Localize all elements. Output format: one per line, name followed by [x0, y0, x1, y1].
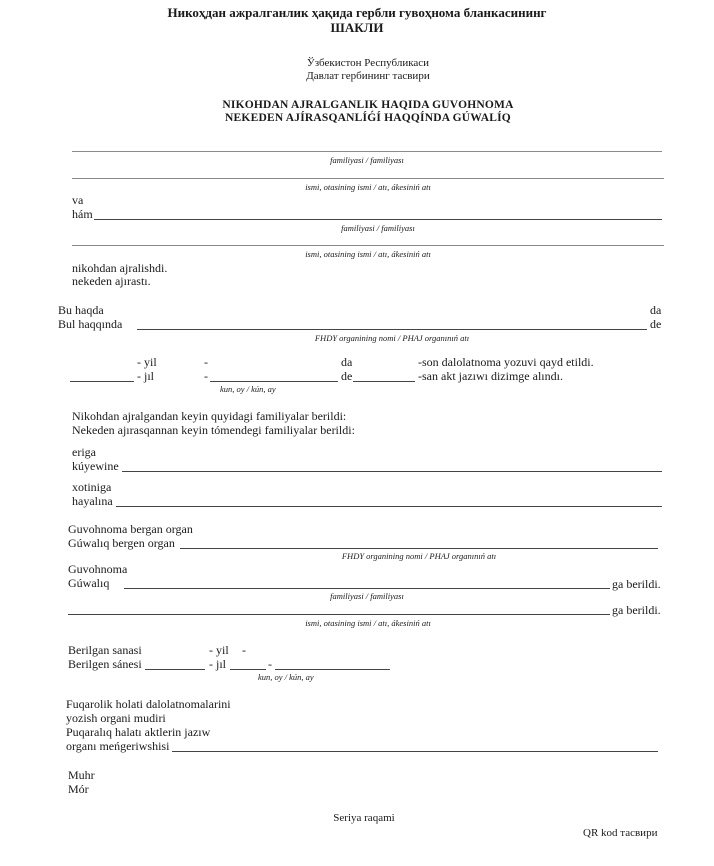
certificate-kk: Gúwalıq	[68, 576, 110, 590]
spouse1-name-line[interactable]	[72, 178, 664, 179]
spouse2-name-caption: ismi, otasining ismi / atı, ákesiniń atı	[305, 249, 431, 259]
issue-day-line[interactable]	[230, 669, 266, 670]
spouse2-surname-line[interactable]	[94, 219, 662, 220]
divorced-kk: nekeden ajırastı.	[72, 274, 151, 288]
surnames-intro-kk: Nekeden ajırasqannan keyin tómendegi familiyalar berildi:	[72, 423, 355, 437]
issuer-organ-line[interactable]	[180, 548, 658, 549]
republic-name: Ўзбекистон Республикаси	[306, 57, 430, 69]
record-year-line[interactable]	[70, 381, 134, 382]
document-title-uz: NIKOHDAN AJRALGANLIK HAQIDA GUVOHNOMA	[222, 99, 514, 111]
wife-surname-line[interactable]	[116, 506, 662, 507]
issue-year-kk: - jıl	[209, 657, 226, 671]
record-in-kk: de	[341, 369, 353, 383]
signer-title-2: yozish organi mudiri	[66, 711, 166, 725]
issue-month-line[interactable]	[275, 669, 390, 670]
surnames-intro-uz: Nikohdan ajralgandan keyin quyidagi familiyalar berildi:	[72, 409, 347, 423]
recipient-surname-line[interactable]	[124, 588, 610, 589]
issuer-organ-caption: FHDY organining nomi / PHAJ organınıń atı	[341, 551, 497, 561]
registry-organ-caption: FHDY organining nomi / PHAJ organınıń atı	[314, 333, 470, 343]
signer-title-3: Puqaralıq halatı aktlerin jazıw	[66, 725, 211, 739]
wife-label-uz: xotiniga	[72, 480, 112, 494]
issued-to-1: ga berildi.	[612, 577, 661, 591]
certificate-uz: Guvohnoma	[68, 562, 128, 576]
record-dash-kk: -	[204, 369, 208, 383]
divorced-uz: nikohdan ajralishdi.	[72, 261, 168, 275]
husband-label-kk: kúyewine	[72, 459, 119, 473]
about-uz: Bu haqda	[58, 303, 104, 317]
and-uz: va	[72, 193, 84, 207]
wife-label-kk: hayalına	[72, 494, 113, 508]
qr-code-placeholder: QR kod тасвири	[583, 827, 658, 839]
about-kk: Bul haqqında	[58, 317, 123, 331]
signature-line[interactable]	[172, 751, 658, 752]
signer-title-4: organı meńgeriwshisi	[66, 739, 170, 753]
serial-number: Seriya raqami	[333, 812, 395, 824]
record-number-line[interactable]	[353, 381, 415, 382]
record-year-uz: - yil	[137, 355, 157, 369]
record-date-line[interactable]	[210, 381, 338, 382]
document-title-kk: NEKEDEN AJÍRASQANLÍǴÍ HAQQÍNDA GÚWALÍQ	[225, 112, 511, 124]
record-registered-kk: -san akt jazıwı dizimge alındı.	[418, 369, 563, 383]
record-dash-uz: -	[204, 355, 208, 369]
spouse1-surname-caption: familiyasi / familiyası	[330, 155, 404, 165]
issue-year-uz: - yil	[209, 643, 229, 657]
recipient-name-line[interactable]	[68, 614, 610, 615]
issue-dash-uz: -	[242, 643, 246, 657]
in-kk: de	[650, 317, 662, 331]
issued-to-2: ga berildi.	[612, 603, 661, 617]
husband-label-uz: eriga	[72, 445, 96, 459]
form-title-line1: Никоҳдан ажралганлик ҳақида гербли гувоҳнома бланкасининг	[167, 5, 547, 20]
record-date-caption: kun, oy / kún, ay	[220, 384, 276, 394]
recipient-surname-caption: familiyasi / familiyası	[330, 591, 404, 601]
spouse1-surname-line[interactable]	[72, 151, 662, 152]
husband-surname-line[interactable]	[122, 471, 662, 472]
signer-title-1: Fuqarolik holati dalolatnomalarini	[66, 697, 231, 711]
issue-date-caption: kun, oy / kún, ay	[258, 672, 314, 682]
issue-year-line[interactable]	[145, 669, 205, 670]
issue-date-label-kk: Berilgen sánesi	[68, 657, 142, 671]
form-title-line2: ШАКЛИ	[330, 20, 384, 35]
emblem-placeholder: Давлат гербининг тасвири	[306, 70, 430, 82]
registry-organ-line[interactable]	[137, 329, 647, 330]
record-year-kk: - jıl	[137, 369, 154, 383]
recipient-name-caption: ismi, otasining ismi / atı, ákesiniń atı	[305, 618, 431, 628]
issue-dash-kk: -	[268, 657, 272, 671]
record-in-uz: da	[341, 355, 353, 369]
seal-uz: Muhr	[68, 768, 95, 782]
issue-date-label-uz: Berilgan sanasi	[68, 643, 142, 657]
spouse2-surname-caption: familiyasi / familiyası	[341, 223, 415, 233]
and-kk: hám	[72, 207, 93, 221]
spouse1-name-caption: ismi, otasining ismi / atı, ákesiniń atı	[305, 182, 431, 192]
spouse2-name-line[interactable]	[72, 245, 664, 246]
issuer-organ-uz: Guvohnoma bergan organ	[68, 522, 193, 536]
in-uz: da	[650, 303, 662, 317]
issuer-organ-kk: Gúwalıq bergen organ	[68, 536, 175, 550]
seal-kk: Mór	[68, 782, 89, 796]
record-registered-uz: -son dalolatnoma yozuvi qayd etildi.	[418, 355, 594, 369]
